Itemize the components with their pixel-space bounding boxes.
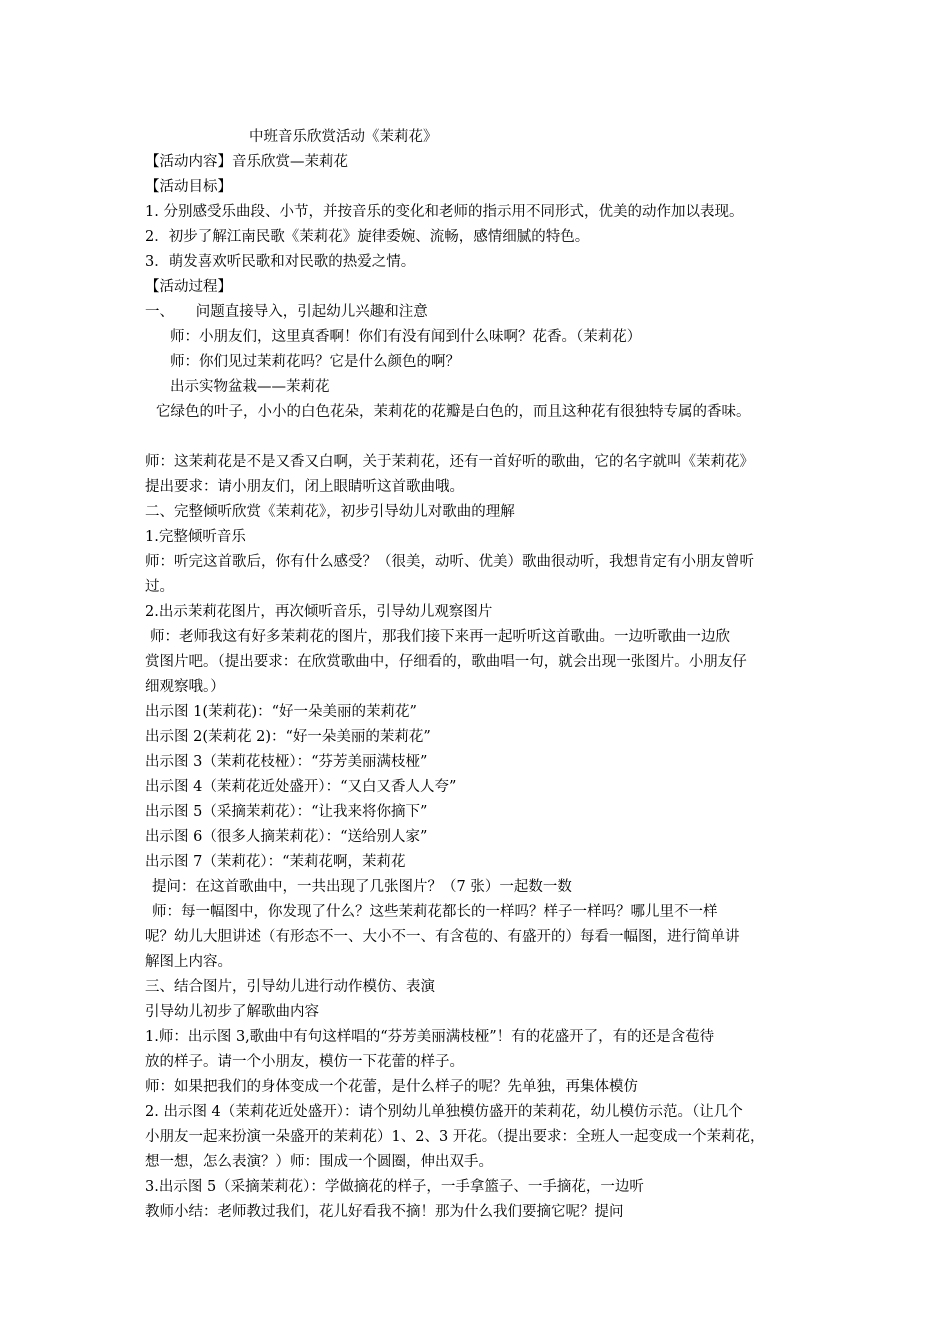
text-line: 师：你们见过茉莉花吗？它是什么颜色的啊？ — [170, 354, 460, 370]
text-line: 解图上内容。 — [145, 954, 232, 970]
text-line: 师：每一幅图中，你发现了什么？这些茉莉花都长的一样吗？样子一样吗？哪儿里不一样 — [152, 904, 718, 920]
text-line: 提出要求：请小朋友们，闭上眼睛听这首歌曲哦。 — [145, 479, 464, 495]
text-line: 1.师：出示图 3,歌曲中有句这样唱的“芬芳美丽满枝桠”！有的花盛开了，有的还是含苞待 — [145, 1029, 715, 1045]
text-line: 出示图 4（茉莉花近处盛开）：“又白又香人人夸” — [145, 779, 457, 795]
text-line: 提问：在这首歌曲中，一共出现了几张图片？（7 张）一起数一数 — [152, 879, 572, 895]
text-line: 三、结合图片，引导幼儿进行动作模仿、表演 — [145, 979, 435, 995]
text-line: 想一想，怎么表演？）师：围成一个圆圈，伸出双手。 — [145, 1154, 493, 1170]
text-line: 师：如果把我们的身体变成一个花蕾，是什么样子的呢？先单独，再集体模仿 — [145, 1079, 638, 1095]
text-line: 师：小朋友们，这里真香啊！你们有没有闻到什么味啊？花香。（茉莉花） — [170, 329, 642, 345]
text-line: 出示图 5（采摘茉莉花）：“让我来将你摘下” — [145, 804, 428, 820]
text-line: 2．初步了解江南民歌《茉莉花》旋律委婉、流畅，感情细腻的特色。 — [145, 229, 590, 245]
text-line: 2.出示茉莉花图片，再次倾听音乐，引导幼儿观察图片 — [145, 604, 493, 620]
text-line: 师：听完这首歌后，你有什么感受？（很美，动听、优美）歌曲很动听，我想肯定有小朋友曾听 — [145, 554, 754, 570]
text-line: 教师小结：老师教过我们，花儿好看我不摘！那为什么我们要摘它呢？提问 — [145, 1204, 624, 1220]
text-line: 出示图 6（很多人摘茉莉花）：“送给别人家” — [145, 829, 428, 845]
text-line: 1. 分别感受乐曲段、小节，并按音乐的变化和老师的指示用不同形式，优美的动作加以表现。 — [145, 204, 744, 220]
text-line: 【活动内容】音乐欣赏—茉莉花 — [145, 154, 348, 170]
text-line: 【活动过程】 — [145, 279, 232, 295]
text-line: 细观察哦。） — [145, 679, 225, 695]
text-line: 呢？幼儿大胆讲述（有形态不一、大小不一、有含苞的、有盛开的）每看一幅图，进行简单讲 — [145, 929, 740, 945]
text-line: 1.完整倾听音乐 — [145, 529, 246, 545]
text-line: 它绿色的叶子，小小的白色花朵，茉莉花的花瓣是白色的，而且这种花有很独特专属的香味。 — [156, 404, 751, 420]
text-line: 2. 出示图 4（茉莉花近处盛开）：请个别幼儿单独模仿盛开的茉莉花，幼儿模仿示范。（让几个 — [145, 1104, 743, 1120]
text-line: 师：老师我这有好多茉莉花的图片，那我们接下来再一起听听这首歌曲。一边听歌曲一边欣 — [150, 629, 730, 645]
text-line: 二、完整倾听欣赏《茉莉花》，初步引导幼儿对歌曲的理解 — [145, 504, 515, 520]
text-line: 出示图 7（茉莉花）：“茉莉花啊，茉莉花 — [145, 854, 406, 870]
text-line: 【活动目标】 — [145, 179, 232, 195]
text-line: 3．萌发喜欢听民歌和对民歌的热爱之情。 — [145, 254, 416, 270]
text-line: 出示图 2(茉莉花 2)：“好一朵美丽的茉莉花” — [145, 729, 431, 745]
text-line: 师：这茉莉花是不是又香又白啊，关于茉莉花，还有一首好听的歌曲，它的名字就叫《茉莉花》 — [145, 454, 754, 470]
text-line: 过。 — [145, 579, 174, 595]
text-line: 出示图 1(茉莉花)：“好一朵美丽的茉莉花” — [145, 704, 417, 720]
text-line: 3.出示图 5（采摘茉莉花）：学做摘花的样子，一手拿篮子、一手摘花，一边听 — [145, 1179, 644, 1195]
text-line: 出示图 3（茉莉花枝桠）：“芬芳美丽满枝桠” — [145, 754, 428, 770]
text-line: 赏图片吧。（提出要求：在欣赏歌曲中，仔细看的，歌曲唱一句，就会出现一张图片。小朋友仔 — [145, 654, 747, 670]
text-line: 放的样子。请一个小朋友，模仿一下花蕾的样子。 — [145, 1054, 464, 1070]
text-line: 引导幼儿初步了解歌曲内容 — [145, 1004, 319, 1020]
text-line: 出示实物盆栽——茉莉花 — [170, 379, 330, 395]
document-title: 中班音乐欣赏活动《茉莉花》 — [249, 129, 438, 145]
text-line: 小朋友一起来扮演一朵盛开的茉莉花）1、2、3 开花。（提出要求：全班人一起变成一个茉莉花， — [145, 1129, 765, 1145]
text-line: 一、 问题直接导入，引起幼儿兴趣和注意 — [145, 304, 428, 320]
